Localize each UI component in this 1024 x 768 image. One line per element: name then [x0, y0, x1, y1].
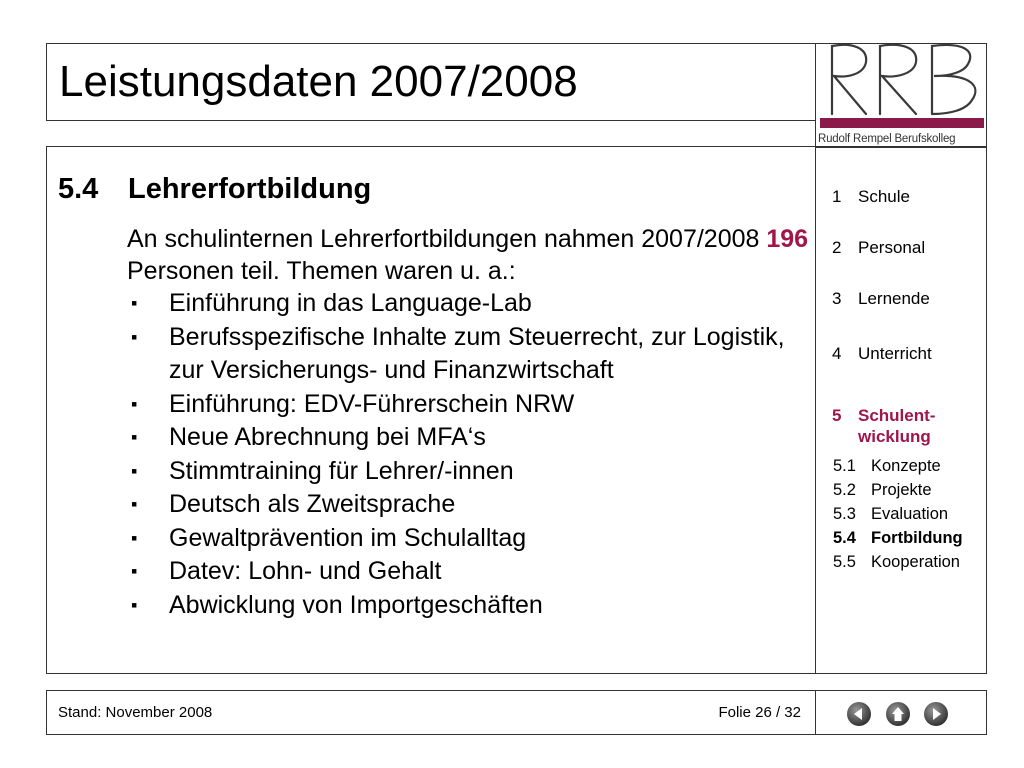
topic-text: Berufsspezifische Inhalte zum Steuerrecht, zur Logistik, zur Versicherungs- und Finanzwirtschaft	[169, 322, 785, 384]
nav-item-schule[interactable]	[832, 187, 910, 207]
footer-stand: Stand: November 2008	[58, 704, 213, 721]
nav-num: 1	[832, 187, 842, 206]
list-item	[127, 455, 807, 489]
rrb-logo	[822, 40, 982, 118]
slide-counter: Folie 26 / 32	[718, 704, 801, 721]
nav-sub-label: Projekte	[871, 481, 932, 499]
bullet-icon: ▪	[131, 594, 138, 615]
nav-label: Schule	[858, 187, 910, 206]
nav-num: 2	[832, 238, 842, 257]
footer-nav	[815, 690, 987, 735]
topic-text: Einführung in das Language-Lab	[169, 289, 532, 317]
topic-text: Datev: Lohn- und Gehalt	[169, 557, 442, 585]
bullet-icon: ▪	[131, 293, 138, 313]
bullet-icon: ▪	[131, 494, 138, 514]
bullet-icon: ▪	[131, 561, 138, 581]
nav-sub-num: 5.1	[833, 457, 856, 475]
nav-num: 4	[832, 344, 842, 363]
list-item	[127, 555, 807, 589]
topic-text: Abwicklung von Importgeschäften	[169, 590, 543, 619]
nav-label: Unterricht	[858, 344, 932, 363]
nav-label-line1: Schulent-	[858, 406, 936, 425]
content-panel	[46, 146, 816, 674]
nav-num: 3	[832, 289, 842, 308]
participant-count: 196	[766, 225, 809, 253]
title-box	[46, 43, 816, 121]
nav-sub-evaluation[interactable]	[833, 505, 948, 524]
list-item	[127, 321, 807, 388]
bullet-icon: ▪	[131, 527, 138, 548]
nav-label-line2: wicklung	[858, 427, 931, 446]
list-item	[127, 388, 807, 422]
nav-sub-num: 5.5	[833, 553, 856, 571]
topic-text: Stimmtraining für Lehrer/-innen	[169, 456, 514, 485]
nav-sub-num: 5.4	[833, 529, 856, 547]
intro-before: An schulinternen Lehrerfortbildungen nahmen 2007/2008	[127, 225, 767, 253]
nav-sub-num: 5.2	[833, 481, 856, 499]
nav-sub-kooperation[interactable]	[833, 553, 960, 572]
footer	[46, 690, 816, 735]
topic-text: Gewaltprävention im Schulalltag	[169, 523, 527, 552]
logo-box	[815, 43, 987, 148]
topic-text: Deutsch als Zweitsprache	[169, 490, 456, 518]
list-item	[127, 488, 807, 522]
forward-arrow-icon[interactable]	[923, 701, 949, 727]
nav-item-unterricht[interactable]	[832, 344, 932, 364]
list-item	[127, 421, 807, 455]
nav-label: Lernende	[858, 289, 930, 308]
nav-sub-label: Fortbildung	[871, 529, 963, 547]
intro-text	[127, 223, 817, 287]
bullet-icon: ▪	[131, 393, 138, 414]
nav-sub-label: Konzepte	[871, 457, 941, 475]
bullet-icon: ▪	[131, 326, 138, 347]
bullet-icon: ▪	[131, 427, 138, 447]
list-item	[127, 287, 807, 321]
intro-after: Personen teil. Themen waren u. a.:	[127, 257, 516, 285]
topic-text: Einführung: EDV-Führerschein NRW	[169, 389, 575, 418]
section-heading	[58, 173, 371, 206]
list-item	[127, 589, 807, 623]
home-icon[interactable]	[885, 701, 911, 727]
page-title: Leistungsdaten 2007/2008	[59, 57, 578, 106]
nav-item-lernende[interactable]	[832, 289, 930, 309]
side-nav	[815, 146, 987, 674]
topic-list	[127, 287, 807, 622]
topic-text: Neue Abrechnung bei MFA‘s	[169, 423, 486, 451]
logo-caption: Rudolf Rempel Berufskolleg	[818, 133, 956, 145]
nav-sub-fortbildung[interactable]	[833, 529, 963, 548]
list-item	[127, 522, 807, 556]
bullet-icon: ▪	[131, 460, 138, 481]
nav-item-schulentwicklung[interactable]	[832, 405, 935, 447]
section-number: 5.4	[58, 173, 99, 205]
nav-item-personal[interactable]	[832, 238, 925, 258]
nav-num: 5	[832, 406, 842, 425]
nav-sub-num: 5.3	[833, 505, 856, 523]
nav-sub-konzepte[interactable]	[833, 457, 941, 476]
back-arrow-icon[interactable]	[846, 701, 872, 727]
logo-bar	[820, 118, 984, 128]
nav-sub-projekte[interactable]	[833, 481, 932, 500]
nav-label: Personal	[858, 238, 926, 257]
nav-sub-label: Kooperation	[871, 553, 960, 571]
section-title: Lehrerfortbildung	[128, 173, 372, 205]
nav-sub-label: Evaluation	[871, 505, 949, 523]
